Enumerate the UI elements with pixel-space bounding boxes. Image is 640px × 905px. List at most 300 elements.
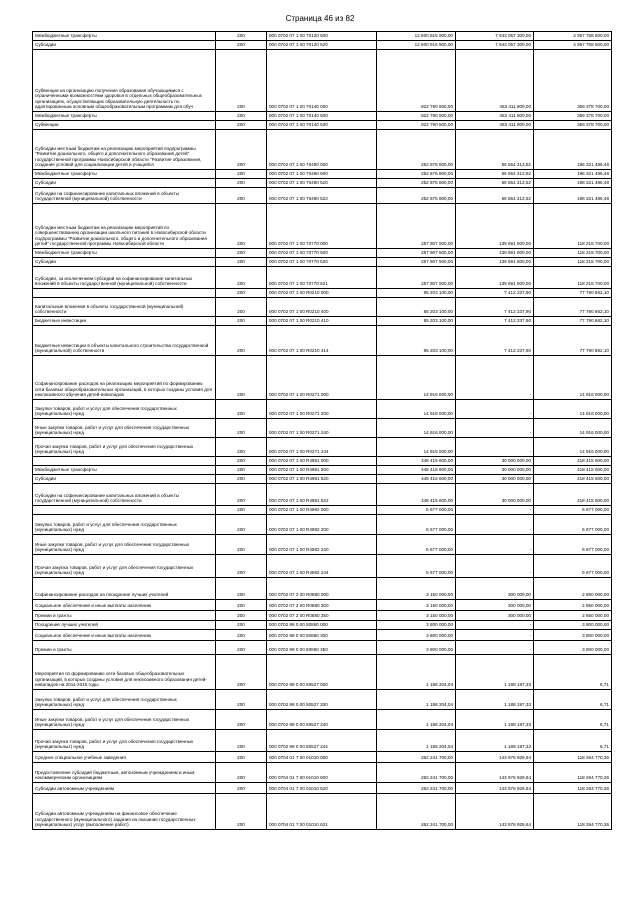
row-classification-code-cell: 000 0702 07 1 00 R0271 240	[267, 419, 377, 438]
row-classification-code-cell: 000 0704 01 7 00 01010 620	[267, 783, 377, 794]
row-classification-code-cell: 000 0702 07 1 00 R4982 240	[267, 535, 377, 555]
table-row	[33, 289, 612, 298]
row-classification-code-cell: 000 0702 99 0 00 50527 244	[267, 730, 377, 752]
row-executed-amount-cell: 7 412 237,90	[456, 317, 534, 326]
row-name-cell: Прочая закупка товаров, работ и услуг для обеспечения государственных (муниципальных) нужд	[33, 730, 216, 752]
row-executed-amount-cell: -	[456, 630, 534, 641]
row-classification-code-cell: 000 0702 07 1 00 R0271 000	[267, 356, 377, 400]
row-executed-amount-cell: 7 412 237,90	[456, 289, 534, 298]
row-code-cell: 200	[216, 578, 267, 600]
row-code-cell: 200	[216, 555, 267, 578]
row-code-cell: 200	[216, 710, 267, 730]
row-name-cell: Субвенции на организацию получения образования обучающимися с ограниченными возможностями здоровья в отдельных общеобразовательных организациях, осуществляющих образовательную деятельность по адаптированным основным общеобразовательным программам для обуч	[33, 50, 216, 112]
row-code-cell: 200	[216, 204, 267, 249]
row-executed-amount-cell: -	[456, 515, 534, 535]
row-classification-code-cell: 000 0702 99 0 00 50860 350	[267, 641, 377, 655]
row-name-cell: Закупка товаров, работ и услуг для обеспечения государственных (муниципальных) нужд	[33, 400, 216, 419]
row-code-cell: 200	[216, 32, 267, 41]
row-approved-amount-cell: 85 203 100,00	[377, 289, 456, 298]
page-number-label: Страница 46 из 82	[285, 14, 355, 23]
row-executed-amount-cell: 1 188 197,33	[456, 730, 534, 752]
row-approved-amount-cell: 3 150 000,00	[377, 600, 456, 611]
row-approved-amount-cell: 252 875 800,00	[377, 179, 456, 188]
row-classification-code-cell: 000 0702 07 2 00 R0880 000	[267, 578, 377, 600]
row-executed-amount-cell: 56 554 313,52	[456, 188, 534, 204]
row-code-cell: 200	[216, 112, 267, 121]
table-row	[33, 188, 612, 204]
row-classification-code-cell: 000 0702 99 0 00 50860 000	[267, 621, 377, 630]
table-row	[33, 752, 612, 763]
row-code-cell: 200	[216, 611, 267, 621]
row-code-cell: 200	[216, 130, 267, 170]
row-classification-code-cell: 000 0702 99 0 00 50860 300	[267, 630, 377, 641]
row-approved-amount-cell: 14 916 000,00	[377, 356, 456, 400]
table-row	[33, 710, 612, 730]
row-code-cell: 200	[216, 466, 267, 475]
row-name-cell: Прочая закупка товаров, работ и услуг для обеспечения государственных (муниципальных) нужд	[33, 438, 216, 457]
row-name-cell: Субсидии	[33, 179, 216, 188]
table-row	[33, 466, 612, 475]
row-executed-amount-cell: -	[456, 400, 534, 419]
row-classification-code-cell: 000 0702 07 1 00 R0210 414	[267, 326, 377, 356]
row-name-cell: Прочая закупка товаров, работ и услуг для обеспечения государственных (муниципальных) нужд	[33, 555, 216, 578]
row-executed-amount-cell: 139 691 800,00	[456, 204, 534, 249]
row-approved-amount-cell: 1 188 204,04	[377, 710, 456, 730]
row-classification-code-cell: 000 0702 07 2 00 R0880 300	[267, 600, 377, 611]
row-approved-amount-cell: 3 800 000,00	[377, 621, 456, 630]
row-name-cell: Премии и гранты	[33, 641, 216, 655]
row-remainder-amount-cell: 5 677 000,00	[534, 555, 612, 578]
table-row	[33, 621, 612, 630]
table-row	[33, 50, 612, 112]
row-code-cell: 200	[216, 438, 267, 457]
row-approved-amount-cell: 262 241 700,00	[377, 763, 456, 783]
row-approved-amount-cell: 1 188 204,04	[377, 730, 456, 752]
row-code-cell: 200	[216, 600, 267, 611]
row-code-cell: 200	[216, 506, 267, 515]
row-code-cell: 200	[216, 170, 267, 179]
row-classification-code-cell: 000 0702 07 1 00 R4982 200	[267, 515, 377, 535]
table-row	[33, 794, 612, 830]
row-classification-code-cell: 000 0702 07 1 00 70490 000	[267, 130, 377, 170]
row-classification-code-cell: 000 0702 07 1 00 R0210 000	[267, 289, 377, 298]
row-executed-amount-cell: -	[456, 506, 534, 515]
row-remainder-amount-cell: 2 850 000,00	[534, 611, 612, 621]
row-name-cell: Субсидии на софинансирование капитальных вложений в объекты государственной (муниципальной) собственности	[33, 484, 216, 506]
row-executed-amount-cell: 1 188 197,33	[456, 690, 534, 710]
row-approved-amount-cell: 5 677 000,00	[377, 506, 456, 515]
row-name-cell: Иные закупки товаров, работ и услуг для обеспечения государственных (муниципальных) нужд	[33, 419, 216, 438]
row-code-cell: 200	[216, 356, 267, 400]
row-name-cell: Бюджетные инвестиции	[33, 317, 216, 326]
row-classification-code-cell: 000 0702 07 1 00 70490 520	[267, 179, 377, 188]
row-code-cell: 200	[216, 298, 267, 317]
row-name-cell: Межбюджетные трансферты	[33, 249, 216, 258]
table-row	[33, 267, 612, 289]
row-remainder-amount-cell: 196 321 486,48	[534, 179, 612, 188]
row-remainder-amount-cell: 359 378 700,00	[534, 121, 612, 130]
row-executed-amount-cell: -	[456, 621, 534, 630]
row-classification-code-cell: 000 0702 07 1 00 R0271 200	[267, 400, 377, 419]
row-remainder-amount-cell: 4 957 758 600,00	[534, 32, 612, 41]
row-code-cell: 200	[216, 484, 267, 506]
table-row	[33, 535, 612, 555]
row-classification-code-cell: 000 0702 07 1 00 70140 500	[267, 112, 377, 121]
table-row	[33, 555, 612, 578]
row-code-cell: 200	[216, 317, 267, 326]
row-remainder-amount-cell: 418 415 600,00	[534, 475, 612, 484]
row-name-cell: Бюджетные инвестиции в объекты капитального строительства государственной (муниципальной) собственности	[33, 326, 216, 356]
table-row	[33, 484, 612, 506]
row-code-cell: 200	[216, 267, 267, 289]
row-classification-code-cell: 000 0702 07 1 00 R0210 400	[267, 298, 377, 317]
table-row	[33, 170, 612, 179]
row-remainder-amount-cell: 6,71	[534, 730, 612, 752]
table-row	[33, 655, 612, 690]
row-executed-amount-cell: 7 412 237,90	[456, 298, 534, 317]
row-approved-amount-cell: 3 150 000,00	[377, 611, 456, 621]
row-remainder-amount-cell: 5 677 000,00	[534, 506, 612, 515]
row-remainder-amount-cell: 4 957 758 600,00	[534, 41, 612, 50]
table-row	[33, 249, 612, 258]
row-approved-amount-cell: 822 790 500,00	[377, 50, 456, 112]
table-row	[33, 641, 612, 655]
table-row	[33, 112, 612, 121]
row-name-cell: Субсидии	[33, 258, 216, 267]
row-approved-amount-cell: 3 800 000,00	[377, 630, 456, 641]
row-remainder-amount-cell: 118 215 700,00	[534, 267, 612, 289]
row-remainder-amount-cell: 6,71	[534, 710, 612, 730]
row-executed-amount-cell: 1 188 197,33	[456, 655, 534, 690]
row-remainder-amount-cell: 2 850 000,00	[534, 578, 612, 600]
row-remainder-amount-cell: 77 790 862,10	[534, 317, 612, 326]
row-executed-amount-cell: 143 976 929,64	[456, 763, 534, 783]
row-code-cell: 200	[216, 121, 267, 130]
row-name-cell: Предоставление субсидий бюджетным, автономным учреждениям и иным некоммерческим организациям	[33, 763, 216, 783]
row-approved-amount-cell: 252 875 800,00	[377, 130, 456, 170]
row-remainder-amount-cell: 359 378 700,00	[534, 112, 612, 121]
row-remainder-amount-cell: 77 790 862,10	[534, 326, 612, 356]
row-remainder-amount-cell: 118 264 770,36	[534, 783, 612, 794]
row-remainder-amount-cell: 2 850 000,00	[534, 600, 612, 611]
row-name-cell: Межбюджетные трансферты	[33, 170, 216, 179]
table-row	[33, 578, 612, 600]
row-approved-amount-cell: 448 415 600,00	[377, 457, 456, 466]
table-row	[33, 326, 612, 356]
row-name-cell: Межбюджетные трансферты	[33, 32, 216, 41]
row-remainder-amount-cell: 118 264 770,36	[534, 752, 612, 763]
row-name-cell: Субсидии местным бюджетам на реализацию мероприятий по совершенствованию организации школьного питания в Новосибирской области подпрограммы "Развитие дошкольного, общего и дополнительного образования детей" государственной программы Новосибирской области	[33, 204, 216, 249]
row-classification-code-cell: 000 0704 01 7 00 01010 600	[267, 763, 377, 783]
row-remainder-amount-cell: 14 916 000,00	[534, 400, 612, 419]
row-executed-amount-cell: 139 691 800,00	[456, 258, 534, 267]
table-row	[33, 32, 612, 41]
row-executed-amount-cell: 56 554 313,52	[456, 130, 534, 170]
row-approved-amount-cell: 262 241 700,00	[377, 783, 456, 794]
row-remainder-amount-cell: 77 790 862,10	[534, 298, 612, 317]
row-executed-amount-cell: -	[456, 438, 534, 457]
row-classification-code-cell: 000 0702 07 1 00 R4982 000	[267, 506, 377, 515]
row-executed-amount-cell: 7 643 057 300,00	[456, 32, 534, 41]
row-code-cell: 200	[216, 690, 267, 710]
row-classification-code-cell: 000 0702 07 2 00 R0880 350	[267, 611, 377, 621]
row-executed-amount-cell: 143 976 929,64	[456, 752, 534, 763]
row-executed-amount-cell: 7 412 237,90	[456, 326, 534, 356]
row-remainder-amount-cell: 14 916 000,00	[534, 419, 612, 438]
row-name-cell: Субсидии автономным учреждениям	[33, 783, 216, 794]
row-approved-amount-cell: 12 600 915 900,00	[377, 32, 456, 41]
row-remainder-amount-cell: 359 378 700,00	[534, 50, 612, 112]
row-name-cell: Капитальные вложения в объекты государственной (муниципальной) собственности	[33, 298, 216, 317]
table-row	[33, 400, 612, 419]
row-approved-amount-cell: 257 907 500,00	[377, 267, 456, 289]
row-name-cell: Премии и гранты	[33, 611, 216, 621]
row-remainder-amount-cell: 6,71	[534, 690, 612, 710]
row-name-cell: Мероприятия по формированию сети базовых общеобразовательных организаций, в которых созданы условия для инклюзивного образования детей-инвалидов на 2011-2015 годы	[33, 655, 216, 690]
row-approved-amount-cell: 5 677 000,00	[377, 515, 456, 535]
row-executed-amount-cell: -	[456, 641, 534, 655]
table-row	[33, 783, 612, 794]
row-approved-amount-cell: 252 875 800,00	[377, 188, 456, 204]
row-name-cell: Субсидии	[33, 475, 216, 484]
row-classification-code-cell: 000 0702 07 1 00 70770 500	[267, 249, 377, 258]
table-row	[33, 515, 612, 535]
row-approved-amount-cell: 1 188 204,04	[377, 655, 456, 690]
table-row	[33, 630, 612, 641]
row-executed-amount-cell: -	[456, 555, 534, 578]
row-executed-amount-cell: 143 976 929,64	[456, 794, 534, 830]
row-code-cell: 200	[216, 730, 267, 752]
row-name-cell: Межбюджетные трансферты	[33, 466, 216, 475]
row-remainder-amount-cell: 5 677 000,00	[534, 515, 612, 535]
row-remainder-amount-cell: 196 321 486,48	[534, 130, 612, 170]
row-executed-amount-cell: 463 411 800,00	[456, 121, 534, 130]
row-executed-amount-cell: -	[456, 419, 534, 438]
table-row	[33, 457, 612, 466]
row-approved-amount-cell: 3 800 000,00	[377, 641, 456, 655]
row-remainder-amount-cell: 3 800 000,00	[534, 630, 612, 641]
row-name-cell: Межбюджетные трансферты	[33, 112, 216, 121]
table-row	[33, 179, 612, 188]
row-code-cell: 200	[216, 249, 267, 258]
row-approved-amount-cell: 257 907 500,00	[377, 204, 456, 249]
row-name-cell: Субсидии, за исключением субсидий на софинансирование капитальных вложений в объекты государственной (муниципальной) собственности	[33, 267, 216, 289]
row-name-cell: Софинансирование расходов на поощрение лучших учителей	[33, 578, 216, 600]
row-remainder-amount-cell: 118 215 700,00	[534, 204, 612, 249]
row-approved-amount-cell: 5 677 000,00	[377, 555, 456, 578]
row-code-cell: 200	[216, 752, 267, 763]
row-code-cell: 200	[216, 400, 267, 419]
row-approved-amount-cell: 262 241 700,00	[377, 752, 456, 763]
row-approved-amount-cell: 448 415 600,00	[377, 484, 456, 506]
row-remainder-amount-cell: 118 264 770,36	[534, 794, 612, 830]
row-remainder-amount-cell: 3 800 000,00	[534, 641, 612, 655]
row-code-cell: 200	[216, 457, 267, 466]
row-remainder-amount-cell: 196 321 486,48	[534, 170, 612, 179]
row-approved-amount-cell: 85 203 100,00	[377, 317, 456, 326]
row-name-cell: Закупка товаров, работ и услуг для обеспечения государственных (муниципальных) нужд	[33, 515, 216, 535]
row-remainder-amount-cell: 5 677 000,00	[534, 535, 612, 555]
row-remainder-amount-cell: 118 215 700,00	[534, 258, 612, 267]
row-approved-amount-cell: 822 790 500,00	[377, 121, 456, 130]
row-executed-amount-cell: 30 000 000,00	[456, 457, 534, 466]
row-code-cell: 200	[216, 630, 267, 641]
table-row	[33, 690, 612, 710]
table-row	[33, 611, 612, 621]
row-executed-amount-cell: 463 411 800,00	[456, 50, 534, 112]
row-remainder-amount-cell: 418 415 600,00	[534, 466, 612, 475]
row-approved-amount-cell: 257 907 500,00	[377, 249, 456, 258]
row-classification-code-cell: 000 0702 07 1 00 R0210 410	[267, 317, 377, 326]
table-row	[33, 600, 612, 611]
row-approved-amount-cell: 257 907 500,00	[377, 258, 456, 267]
row-classification-code-cell: 000 0702 07 1 00 70490 522	[267, 188, 377, 204]
row-executed-amount-cell: 300 000,00	[456, 600, 534, 611]
row-classification-code-cell: 000 0702 07 1 00 70770 521	[267, 267, 377, 289]
row-approved-amount-cell: 3 150 000,00	[377, 578, 456, 600]
budget-execution-table	[32, 31, 612, 830]
row-classification-code-cell: 000 0702 07 1 00 R4981 522	[267, 484, 377, 506]
row-classification-code-cell: 000 0702 07 1 00 70140 000	[267, 50, 377, 112]
row-name-cell: Закупка товаров, работ и услуг для обеспечения государственных (муниципальных) нужд	[33, 690, 216, 710]
row-classification-code-cell: 000 0702 99 0 00 50527 200	[267, 690, 377, 710]
row-classification-code-cell: 000 0702 07 1 00 70120 500	[267, 32, 377, 41]
row-executed-amount-cell: 7 643 057 300,00	[456, 41, 534, 50]
row-classification-code-cell: 000 0702 07 1 00 70120 520	[267, 41, 377, 50]
row-approved-amount-cell: 14 916 000,00	[377, 419, 456, 438]
row-remainder-amount-cell: 77 790 862,10	[534, 289, 612, 298]
row-code-cell: 200	[216, 41, 267, 50]
row-name-cell: Социальное обеспечение и иные выплаты населению	[33, 600, 216, 611]
row-executed-amount-cell: 143 976 929,64	[456, 783, 534, 794]
row-name-cell: Иные закупки товаров, работ и услуг для обеспечения государственных (муниципальных) нужд	[33, 535, 216, 555]
row-code-cell: 200	[216, 783, 267, 794]
row-code-cell: 200	[216, 535, 267, 555]
table-row	[33, 258, 612, 267]
row-name-cell: Субсидии автономным учреждениям на финансовое обеспечение государственного (муниципального) задания на оказание государственных (муниципальных) услуг (выполнение работ)	[33, 794, 216, 830]
table-row	[33, 41, 612, 50]
table-row	[33, 763, 612, 783]
row-name-cell: Софинансирование расходов на реализацию мероприятий по формированию сети базовых общеобразовательных организаций, в которых созданы условия для инклюзивного обучения детей-инвалидов	[33, 356, 216, 400]
row-code-cell: 200	[216, 289, 267, 298]
row-approved-amount-cell: 448 415 600,00	[377, 475, 456, 484]
row-code-cell: 200	[216, 188, 267, 204]
table-row	[33, 121, 612, 130]
row-classification-code-cell: 000 0702 07 1 00 70140 530	[267, 121, 377, 130]
row-classification-code-cell: 000 0702 07 1 00 R4981 000	[267, 457, 377, 466]
row-approved-amount-cell: 262 241 700,00	[377, 794, 456, 830]
row-approved-amount-cell: 1 188 204,04	[377, 690, 456, 710]
row-executed-amount-cell: 463 411 800,00	[456, 112, 534, 121]
row-code-cell: 200	[216, 763, 267, 783]
row-remainder-amount-cell: 14 916 000,00	[534, 356, 612, 400]
row-remainder-amount-cell: 6,71	[534, 655, 612, 690]
row-remainder-amount-cell: 3 800 000,00	[534, 621, 612, 630]
row-executed-amount-cell: 300 000,00	[456, 611, 534, 621]
row-approved-amount-cell: 14 916 000,00	[377, 438, 456, 457]
row-classification-code-cell: 000 0704 01 7 00 01010 621	[267, 794, 377, 830]
row-classification-code-cell: 000 0702 07 1 00 R4982 244	[267, 555, 377, 578]
row-name-cell: Иные закупки товаров, работ и услуг для обеспечения государственных (муниципальных) нужд	[33, 710, 216, 730]
row-executed-amount-cell: 139 691 800,00	[456, 249, 534, 258]
row-name-cell: Субсидии местным бюджетам на реализацию мероприятий подпрограммы "Развитие дошкольного, общего и дополнительного образования детей" государственной программы Новосибирской области "Развитие образования, создание условий для социализации детей и учащейся	[33, 130, 216, 170]
row-remainder-amount-cell: 118 264 770,36	[534, 763, 612, 783]
row-classification-code-cell: 000 0702 99 0 00 50527 000	[267, 655, 377, 690]
row-name-cell: Социальное обеспечение и иные выплаты населению	[33, 630, 216, 641]
row-approved-amount-cell: 448 415 600,00	[377, 466, 456, 475]
row-code-cell: 200	[216, 179, 267, 188]
row-executed-amount-cell: 30 000 000,00	[456, 475, 534, 484]
row-classification-code-cell: 000 0704 01 7 00 01010 000	[267, 752, 377, 763]
table-row	[33, 356, 612, 400]
row-name-cell: Субсидии на софинансирование капитальных вложений в объекты государственной (муниципальной) собственности	[33, 188, 216, 204]
table-row	[33, 475, 612, 484]
row-code-cell: 200	[216, 475, 267, 484]
row-classification-code-cell: 000 0702 07 1 00 70490 500	[267, 170, 377, 179]
table-row	[33, 438, 612, 457]
row-name-cell: Поощрение лучших учителей	[33, 621, 216, 630]
row-code-cell: 200	[216, 794, 267, 830]
row-executed-amount-cell: 56 554 313,52	[456, 170, 534, 179]
table-row	[33, 419, 612, 438]
row-code-cell: 200	[216, 326, 267, 356]
row-name-cell	[33, 457, 216, 466]
row-approved-amount-cell: 822 790 500,00	[377, 112, 456, 121]
row-remainder-amount-cell: 418 415 600,00	[534, 457, 612, 466]
table-row	[33, 298, 612, 317]
table-row	[33, 130, 612, 170]
table-row	[33, 730, 612, 752]
row-code-cell: 200	[216, 641, 267, 655]
row-name-cell: Субвенции	[33, 121, 216, 130]
row-name-cell: Субсидии	[33, 41, 216, 50]
row-code-cell: 200	[216, 515, 267, 535]
row-executed-amount-cell: 30 000 000,00	[456, 484, 534, 506]
row-approved-amount-cell: 252 875 800,00	[377, 170, 456, 179]
row-remainder-amount-cell: 118 215 700,00	[534, 249, 612, 258]
row-approved-amount-cell: 14 916 000,00	[377, 400, 456, 419]
row-classification-code-cell: 000 0702 07 1 00 R0271 244	[267, 438, 377, 457]
row-name-cell	[33, 289, 216, 298]
row-approved-amount-cell: 85 203 100,00	[377, 298, 456, 317]
row-executed-amount-cell: 300 000,00	[456, 578, 534, 600]
row-approved-amount-cell: 12 600 915 900,00	[377, 41, 456, 50]
row-classification-code-cell: 000 0702 07 1 00 R4981 520	[267, 475, 377, 484]
row-name-cell: Среднее специальное учебные заведения	[33, 752, 216, 763]
row-code-cell: 200	[216, 258, 267, 267]
table-body	[33, 32, 612, 830]
table-row	[33, 506, 612, 515]
row-executed-amount-cell: 30 000 000,00	[456, 466, 534, 475]
row-remainder-amount-cell: 418 415 600,00	[534, 484, 612, 506]
row-remainder-amount-cell: 196 321 486,48	[534, 188, 612, 204]
row-executed-amount-cell: -	[456, 356, 534, 400]
table-row	[33, 204, 612, 249]
row-code-cell: 200	[216, 621, 267, 630]
row-classification-code-cell: 000 0702 07 1 00 70770 000	[267, 204, 377, 249]
row-executed-amount-cell: 56 554 313,52	[456, 179, 534, 188]
page-header	[0, 14, 640, 23]
row-classification-code-cell: 000 0702 07 1 00 70770 520	[267, 258, 377, 267]
row-classification-code-cell: 000 0702 99 0 00 50527 240	[267, 710, 377, 730]
row-executed-amount-cell: 1 188 197,33	[456, 710, 534, 730]
row-code-cell: 200	[216, 50, 267, 112]
row-remainder-amount-cell: 14 916 000,00	[534, 438, 612, 457]
table-row	[33, 317, 612, 326]
row-approved-amount-cell: 5 677 000,00	[377, 535, 456, 555]
row-code-cell: 200	[216, 655, 267, 690]
row-name-cell	[33, 506, 216, 515]
